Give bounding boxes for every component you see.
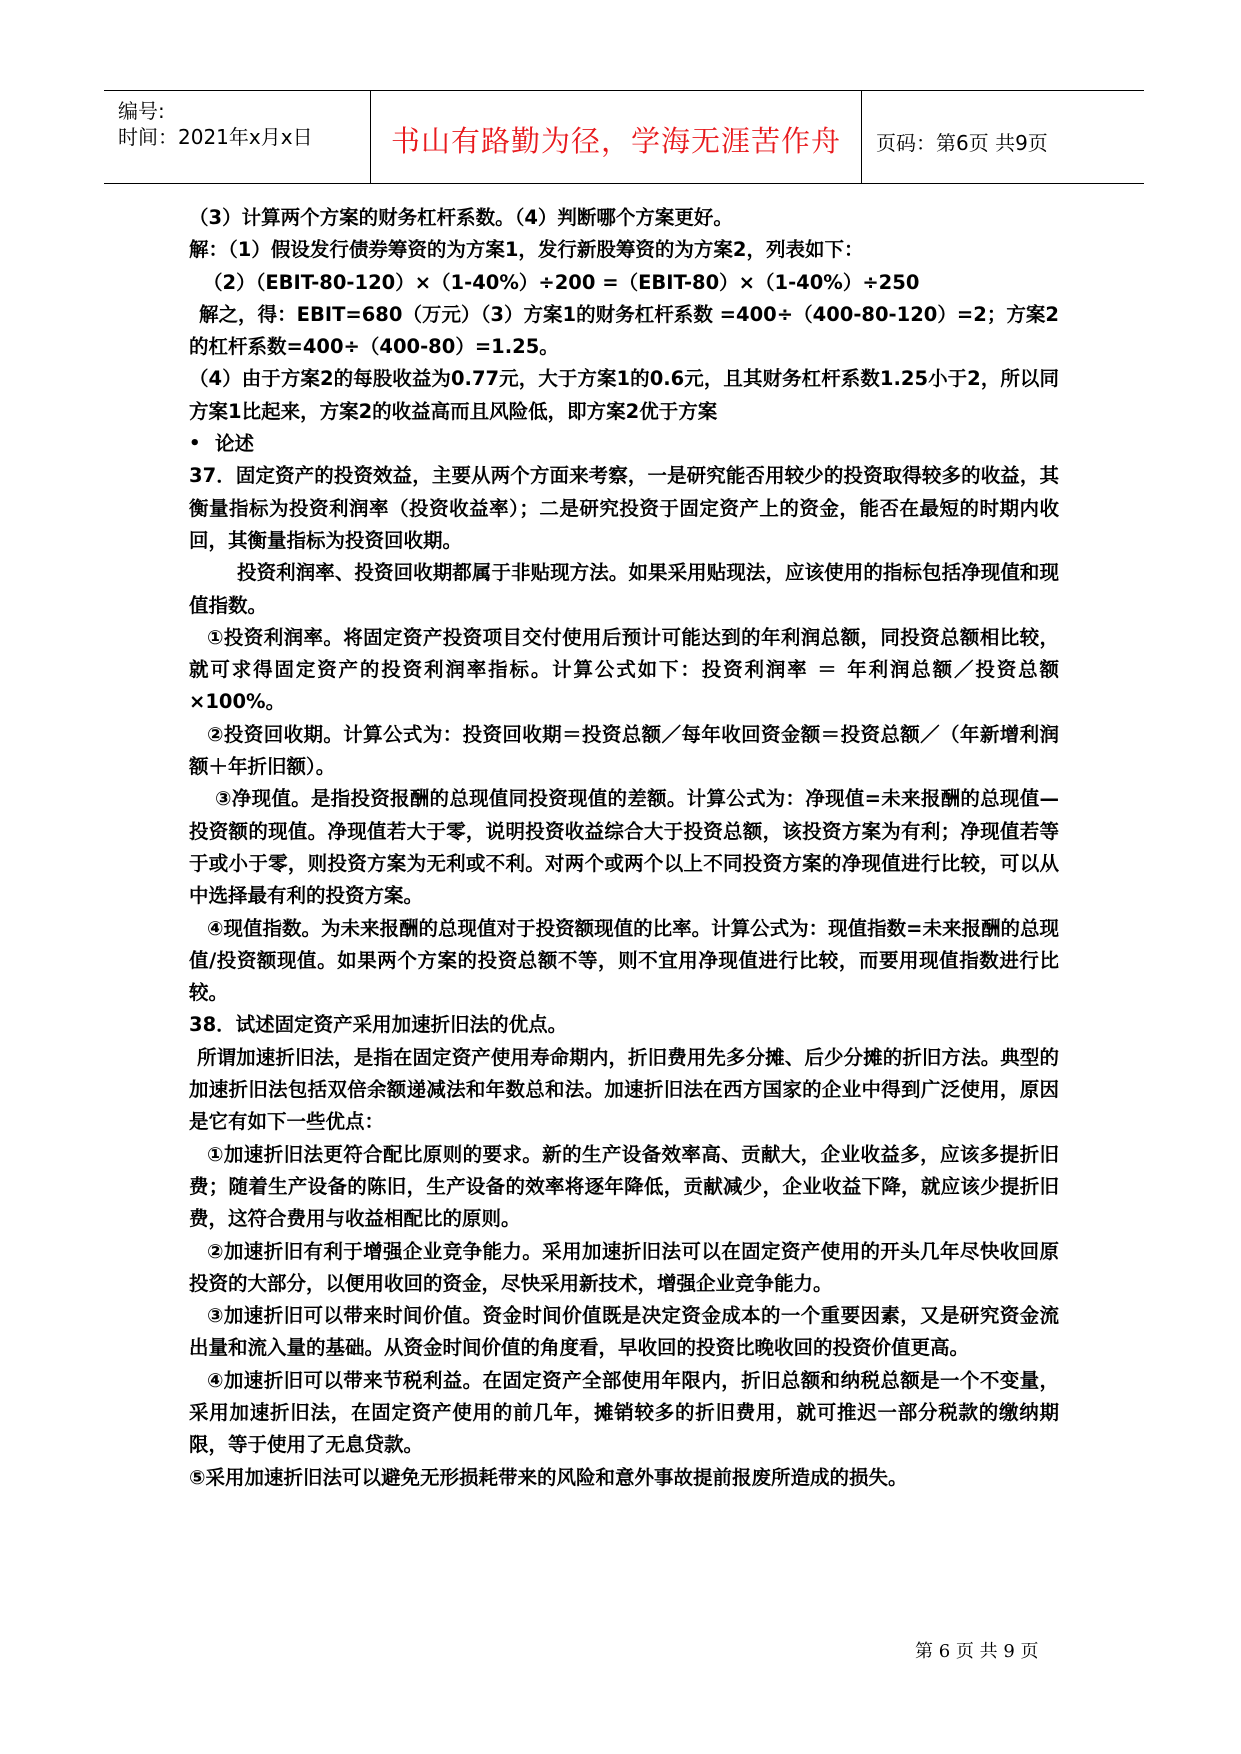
body-paragraph: ①加速折旧法更符合配比原则的要求。新的生产设备效率高、贡献大，企业收益多，应该多提折旧费；随着生产设备的陈旧，生产设备的效率将逐年降低，贡献减少，企业收益下降，就应该少提折旧费，这符合费用与收益相配比的原则。 [189,1142,1059,1231]
body-paragraph: ③加速折旧可以带来时间价值。资金时间价值既是决定资金成本的一个重要因素，又是研究资金流出量和流入量的基础。从资金时间价值的角度看，早收回的投资比晚收回的投资价值更高。 [189,1304,1059,1360]
bullet-icon: • [189,433,201,455]
question-paragraph: （3）计算两个方案的财务杠杆系数。（4）判断哪个方案更好。 [189,206,733,229]
body-paragraph: 投资利润率、投资回收期都属于非贴现方法。如果采用贴现法，应该使用的指标包括净现值和现值指数。 [189,561,1059,617]
equation-paragraph: （2）（EBIT-80-120）×（1-40%）÷200 =（EBIT-80）×（1-40%）÷250 [203,270,920,294]
body-paragraph: ③净现值。是指投资报酬的总现值同投资现值的差额。计算公式为：净现值=未来报酬的总现值— 投资额的现值。净现值若大于零，说明投资收益综合大于投资总额，该投资方案为有利；净现值若等于或小于零，则投资方案为无利或不利。对两个或两个以上不同投资方案的净现值进行比较，可以从中选择最有利的投资方案。 [189,787,1059,908]
body-paragraph: ⑤采用加速折旧法可以避免无形损耗带来的风险和意外事故提前报废所造成的损失。 [189,1465,908,1489]
header-meta-cell [104,91,370,183]
page-header [104,90,1144,184]
body-paragraph: ①投资利润率。将固定资产投资项目交付使用后预计可能达到的年利润总额，同投资总额相比较，就可求得固定资产的投资利润率指标。计算公式如下：投资利润率 ＝ 年利润总额／投资总额×100%。 [189,625,1059,714]
body-paragraph: ②投资回收期。计算公式为：投资回收期＝投资总额／每年收回资金额＝投资总额／（年新增利润额＋年折旧额）。 [189,722,1059,779]
page-code-label: 页码：第6页 共9页 [876,131,1048,155]
solution-result-paragraph: 解之，得：EBIT=680（万元）（3）方案1的财务杠杆系数 =400÷（400-80-120）=2；方案2的杠杆系数=400÷（400-80）=1.25。 [189,302,1059,359]
header-page-cell [862,91,1144,183]
body-paragraph: ④加速折旧可以带来节税利益。在固定资产全部使用年限内，折旧总额和纳税总额是一个不变量，采用加速折旧法，在固定资产使用的前几年，摊销较多的折旧费用，就可推迟一部分税款的缴纳期限，等于使用了无息贷款。 [189,1368,1059,1457]
section-heading-text: 论述 [215,432,255,456]
document-time-label: 时间：2021年x月x日 [118,125,313,149]
page-footer: 第 6 页 共 9 页 [915,1641,1039,1662]
body-paragraph: 37．固定资产的投资效益，主要从两个方面来考察，一是研究能否用较少的投资取得较多的收益，其衡量指标为投资利润率（投资收益率）；二是研究投资于固定资产上的资金，能否在最短的时期内收回，其衡量指标为投资回收期。 [189,464,1059,552]
body-paragraph: ②加速折旧有利于增强企业竞争能力。采用加速折旧法可以在固定资产使用的开头几年尽快收回原投资的大部分，以便用收回的资金，尽快采用新技术，增强企业竞争能力。 [189,1239,1059,1295]
document-body [189,202,1059,1494]
body-paragraph: 所谓加速折旧法，是指在固定资产使用寿命期内，折旧费用先多分摊、后少分摊的折旧方法。典型的加速折旧法包括双倍余额递减法和年数总和法。加速折旧法在西方国家的企业中得到广泛使用，原因是它有如下一些优点： [189,1045,1059,1134]
question-heading: 38．试述固定资产采用加速折旧法的优点。 [189,1013,568,1037]
body-paragraph: ④现值指数。为未来报酬的总现值对于投资额现值的比率。计算公式为：现值指数=未来报酬的总现值/投资额现值。如果两个方案的投资总额不等，则不宜用净现值进行比较，而要用现值指数进行比较。 [189,916,1059,1005]
motto-text: 书山有路勤为径，学海无涯苦作舟 [390,124,841,158]
document-number-label: 编号: [118,99,165,123]
header-motto-cell [370,91,862,183]
conclusion-paragraph: （4）由于方案2的每股收益为0.77元，大于方案1的0.6元，且其财务杠杆系数1.25小于2，所以同方案1比起来，方案2的收益高而且风险低，即方案2优于方案 [189,367,1059,423]
solution-paragraph: 解：（1）假设发行债券筹资的为方案1，发行新股筹资的为方案2，列表如下： [189,238,864,262]
section-heading [189,428,1059,460]
